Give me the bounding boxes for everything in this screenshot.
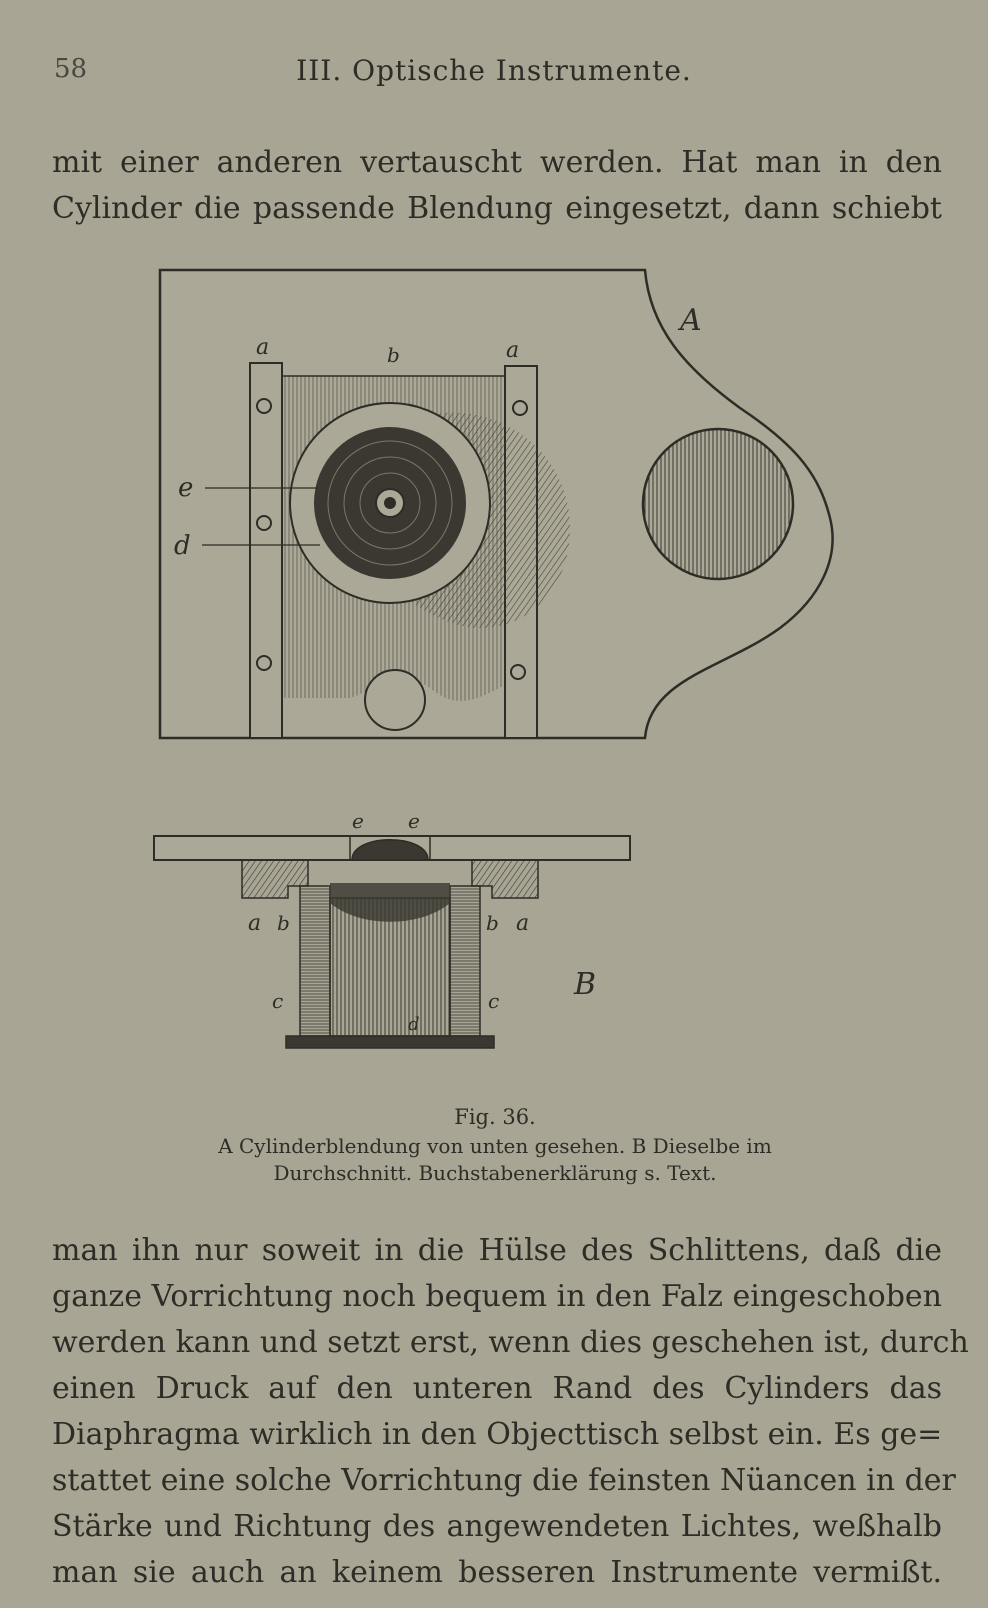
paragraph-top [52,140,942,232]
text-line: mit einer anderen vertauscht werden. Hat man in den [52,145,942,180]
label-b-a-right: a [516,911,530,936]
label-b-a-left: a [248,911,262,936]
label-d: d [174,531,191,561]
figure-36 [140,258,860,1078]
text-line: werden kann und setzt erst, wenn dies geschehen ist, durch [52,1325,969,1360]
text-line: Cylinder die passende Blendung eingesetzt, dann schiebt [52,191,942,226]
label-b: b [387,343,400,367]
label-b-e-right: e [408,809,420,833]
figure-a-label: A [680,303,702,338]
engraving-illustration [140,258,860,1078]
text-line: Stärke und Richtung des angewendeten Lichtes, weßhalb [52,1509,942,1544]
caption-line: Durchschnitt. Buchstabenerklärung s. Text. [273,1161,717,1185]
text-line: man ihn nur soweit in die Hülse des Schlittens, daß die [52,1233,942,1268]
text-line: Diaphragma wirklich in den Objecttisch selbst ein. Es ge= [52,1417,943,1452]
text-line: man sie auch an keinem besseren Instrumente vermißt. [52,1555,942,1590]
label-b-b-right: b [486,911,499,935]
text-line: ganze Vorrichtung noch bequem in den Falz eingeschoben [52,1279,942,1314]
label-b-e-left: e [352,809,364,833]
figure-caption [150,1104,840,1187]
running-head: III. Optische Instrumente. [296,54,692,87]
label-b-b-left: b [277,911,290,935]
label-b-c-left: c [272,989,284,1013]
page-number: 58 [54,54,88,84]
label-e: e [178,473,194,503]
label-b-d: d [408,1014,420,1035]
figure-b-label: B [574,967,597,1002]
text-line: stattet eine solche Vorrichtung die feinsten Nüancen in der [52,1463,956,1498]
figure-b-drawing [154,836,630,1048]
paragraph-bottom [52,1228,969,1596]
label-a-right: a [506,338,520,363]
label-b-c-right: c [488,989,500,1013]
figure-number: Fig. 36. [454,1105,536,1129]
page-header [0,54,988,94]
text-line: einen Druck auf den unteren Rand des Cylinders das [52,1371,942,1406]
caption-line: A Cylinderblendung von unten gesehen. B Dieselbe im [218,1134,772,1158]
label-a-left: a [256,335,270,360]
